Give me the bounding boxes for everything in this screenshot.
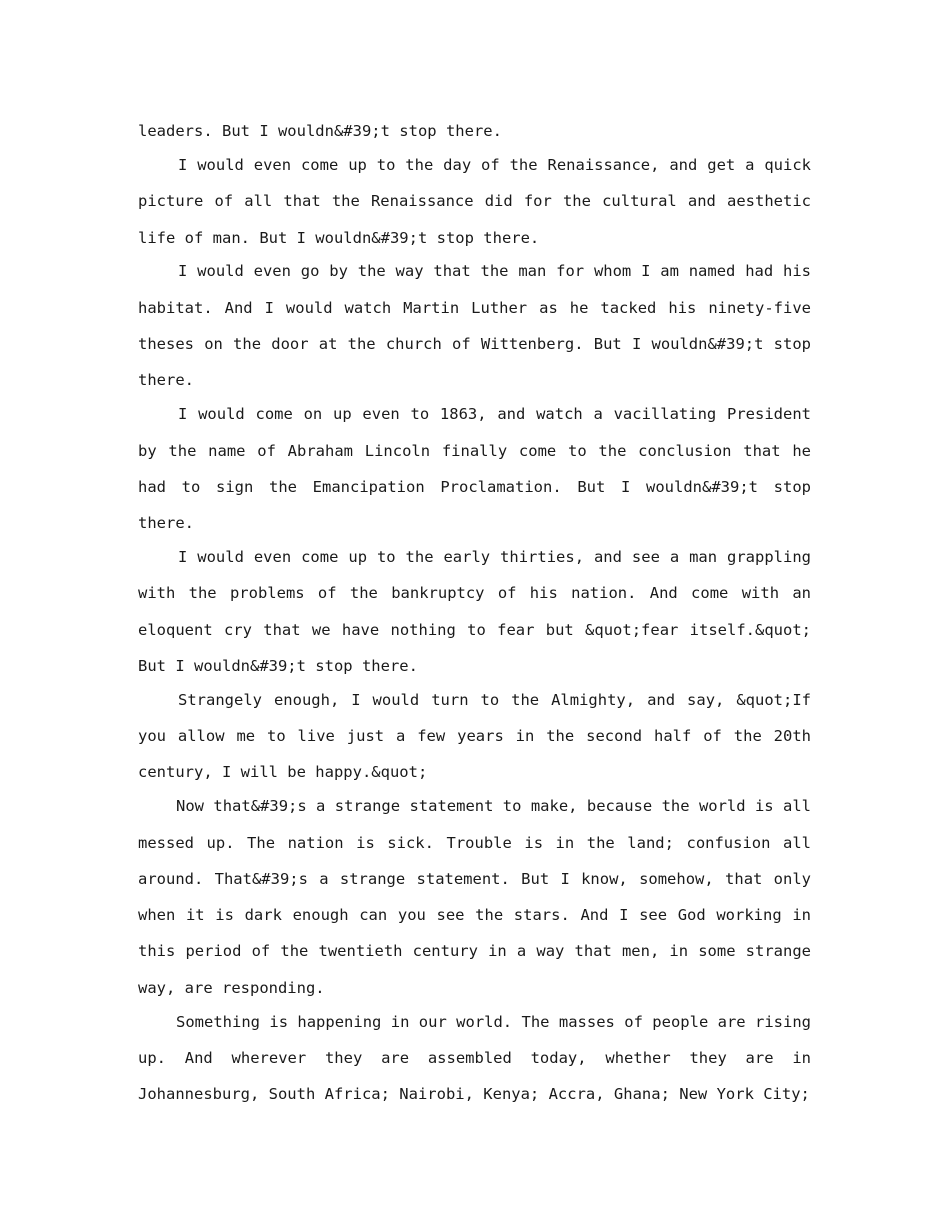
paragraph-1: leaders. But I wouldn&#39;t stop there. <box>138 122 502 140</box>
paragraph-7: Now that&#39;s a strange statement to make, because the world is all messed up. The nation is sick. Trouble is in the land; confusion all around. That&#39;s a strange statement. But I know, somehow, that only when it is dark enough can you see the stars. And I see God working in this period of the twentieth century in a way that men, in some strange way, are responding. <box>138 797 811 997</box>
paragraph-4: I would come on up even to 1863, and watch a vacillating President by the name of Abraham Lincoln finally come to the conclusion that he had to sign the Emancipation Proclamation. But I wouldn&#39;t stop there. <box>138 405 811 533</box>
paragraph-2: I would even come up to the day of the Renaissance, and get a quick picture of all that the Renaissance did for the cultural and aesthetic life of man. But I wouldn&#39;t stop there. <box>138 155 811 247</box>
paragraph-5: I would even come up to the early thirties, and see a man grappling with the problems of the bankruptcy of his nation. And come with an eloquent cry that we have nothing to fear but &quot;fear itself.&quot; But I wouldn&#39;t stop there. <box>138 548 811 675</box>
speech-text <box>138 113 811 1110</box>
paragraph-8: Something is happening in our world. The masses of people are rising up. And wherever they are assembled today, whether they are in Johannesburg, South Africa; Nairobi, Kenya; Accra, Ghana; New York City; <box>138 1012 811 1104</box>
paragraph-6: Strangely enough, I would turn to the Almighty, and say, &quot;If you allow me to live just a few years in the second half of the 20th century, I will be happy.&quot; <box>138 690 811 782</box>
paragraph-3: I would even go by the way that the man for whom I am named had his habitat. And I would watch Martin Luther as he tacked his ninety-five theses on the door at the church of Wittenberg. But I wouldn&#39;t stop there. <box>138 262 811 390</box>
